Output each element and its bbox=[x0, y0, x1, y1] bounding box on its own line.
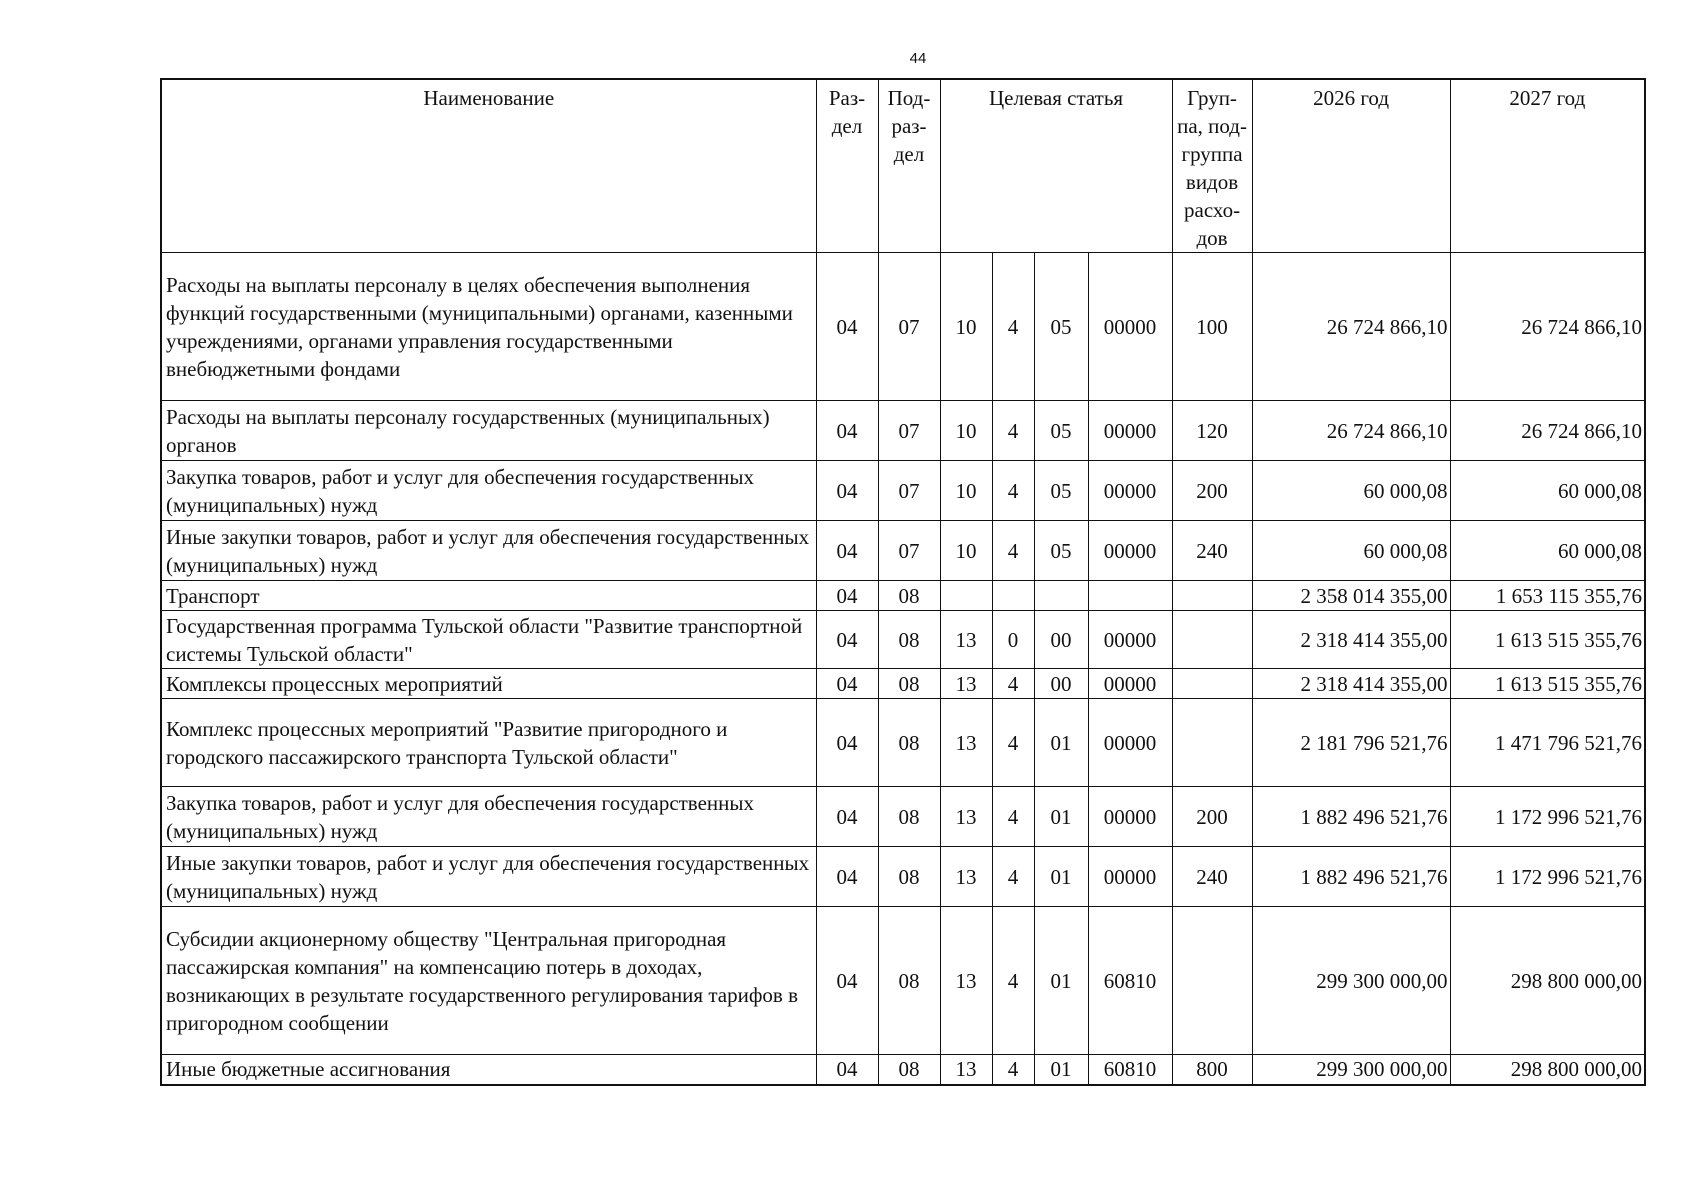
row-target-direction: 00000 bbox=[1088, 847, 1172, 907]
row-section: 04 bbox=[816, 253, 878, 401]
row-target-subprogram: 05 bbox=[1034, 521, 1088, 581]
row-target-type: 4 bbox=[992, 521, 1034, 581]
row-expense-group bbox=[1172, 907, 1252, 1055]
row-target-type: 4 bbox=[992, 669, 1034, 699]
row-subsection: 08 bbox=[878, 907, 940, 1055]
row-expense-group: 200 bbox=[1172, 787, 1252, 847]
header-target-article: Целевая статья bbox=[940, 79, 1172, 253]
row-amount-2026: 26 724 866,10 bbox=[1252, 401, 1450, 461]
header-expense-group: Груп- па, под- группа видов расхо- дов bbox=[1172, 79, 1252, 253]
row-target-program: 13 bbox=[940, 907, 992, 1055]
row-amount-2026: 2 358 014 355,00 bbox=[1252, 581, 1450, 611]
row-target-program: 10 bbox=[940, 461, 992, 521]
table-row bbox=[161, 581, 1645, 611]
row-amount-2027: 298 800 000,00 bbox=[1450, 907, 1645, 1055]
row-amount-2027: 1 172 996 521,76 bbox=[1450, 847, 1645, 907]
row-expense-group bbox=[1172, 669, 1252, 699]
row-subsection: 08 bbox=[878, 699, 940, 787]
row-target-type bbox=[992, 581, 1034, 611]
row-name: Закупка товаров, работ и услуг для обеспечения государственных (муниципальных) нужд bbox=[161, 787, 816, 847]
header-subsection: Под- раз- дел bbox=[878, 79, 940, 253]
row-subsection: 07 bbox=[878, 521, 940, 581]
row-expense-group bbox=[1172, 581, 1252, 611]
row-amount-2027: 60 000,08 bbox=[1450, 461, 1645, 521]
row-subsection: 08 bbox=[878, 611, 940, 669]
page-number: 44 bbox=[909, 50, 927, 67]
row-target-direction: 60810 bbox=[1088, 907, 1172, 1055]
row-target-direction: 00000 bbox=[1088, 787, 1172, 847]
row-amount-2027: 26 724 866,10 bbox=[1450, 253, 1645, 401]
row-target-program: 10 bbox=[940, 401, 992, 461]
row-name: Иные закупки товаров, работ и услуг для обеспечения государственных (муниципальных) нужд bbox=[161, 847, 816, 907]
row-amount-2027: 26 724 866,10 bbox=[1450, 401, 1645, 461]
row-amount-2026: 299 300 000,00 bbox=[1252, 907, 1450, 1055]
row-target-direction: 00000 bbox=[1088, 521, 1172, 581]
row-amount-2027: 298 800 000,00 bbox=[1450, 1055, 1645, 1085]
table-row bbox=[161, 907, 1645, 1055]
row-section: 04 bbox=[816, 611, 878, 669]
row-amount-2026: 2 318 414 355,00 bbox=[1252, 611, 1450, 669]
row-subsection: 08 bbox=[878, 669, 940, 699]
row-target-program: 13 bbox=[940, 669, 992, 699]
row-expense-group: 240 bbox=[1172, 847, 1252, 907]
row-amount-2026: 1 882 496 521,76 bbox=[1252, 847, 1450, 907]
row-amount-2027: 1 471 796 521,76 bbox=[1450, 699, 1645, 787]
row-expense-group bbox=[1172, 611, 1252, 669]
row-target-subprogram: 01 bbox=[1034, 907, 1088, 1055]
row-target-direction: 60810 bbox=[1088, 1055, 1172, 1085]
table-row bbox=[161, 461, 1645, 521]
row-target-subprogram: 05 bbox=[1034, 401, 1088, 461]
row-section: 04 bbox=[816, 1055, 878, 1085]
row-amount-2026: 60 000,08 bbox=[1252, 461, 1450, 521]
row-target-program: 13 bbox=[940, 699, 992, 787]
row-target-subprogram: 01 bbox=[1034, 787, 1088, 847]
table-row bbox=[161, 611, 1645, 669]
header-year-2026: 2026 год bbox=[1252, 79, 1450, 253]
row-target-type: 4 bbox=[992, 1055, 1034, 1085]
row-amount-2027: 1 613 515 355,76 bbox=[1450, 669, 1645, 699]
row-target-subprogram bbox=[1034, 581, 1088, 611]
row-name: Иные закупки товаров, работ и услуг для обеспечения государственных (муниципальных) нужд bbox=[161, 521, 816, 581]
row-name: Закупка товаров, работ и услуг для обеспечения государственных (муниципальных) нужд bbox=[161, 461, 816, 521]
table-row bbox=[161, 669, 1645, 699]
row-target-subprogram: 01 bbox=[1034, 699, 1088, 787]
row-target-subprogram: 01 bbox=[1034, 1055, 1088, 1085]
row-name: Транспорт bbox=[161, 581, 816, 611]
row-section: 04 bbox=[816, 669, 878, 699]
row-name: Иные бюджетные ассигнования bbox=[161, 1055, 816, 1085]
row-expense-group: 240 bbox=[1172, 521, 1252, 581]
table-row bbox=[161, 787, 1645, 847]
row-amount-2027: 1 613 515 355,76 bbox=[1450, 611, 1645, 669]
row-name: Субсидии акционерному обществу "Центральная пригородная пассажирская компания" на компенсацию потерь в доходах, возникающих в результате государственного регулирования тарифов в пригородном сообщении bbox=[161, 907, 816, 1055]
row-target-direction: 00000 bbox=[1088, 669, 1172, 699]
row-target-type: 4 bbox=[992, 461, 1034, 521]
row-subsection: 07 bbox=[878, 401, 940, 461]
row-section: 04 bbox=[816, 401, 878, 461]
row-target-type: 4 bbox=[992, 787, 1034, 847]
table-row bbox=[161, 847, 1645, 907]
row-target-subprogram: 00 bbox=[1034, 611, 1088, 669]
row-target-program: 10 bbox=[940, 253, 992, 401]
row-subsection: 08 bbox=[878, 787, 940, 847]
row-amount-2027: 1 172 996 521,76 bbox=[1450, 787, 1645, 847]
row-target-program: 13 bbox=[940, 787, 992, 847]
row-target-type: 0 bbox=[992, 611, 1034, 669]
row-target-subprogram: 00 bbox=[1034, 669, 1088, 699]
row-target-direction: 00000 bbox=[1088, 401, 1172, 461]
table-row bbox=[161, 521, 1645, 581]
row-target-type: 4 bbox=[992, 847, 1034, 907]
row-subsection: 07 bbox=[878, 461, 940, 521]
row-subsection: 07 bbox=[878, 253, 940, 401]
row-amount-2026: 26 724 866,10 bbox=[1252, 253, 1450, 401]
row-amount-2026: 2 318 414 355,00 bbox=[1252, 669, 1450, 699]
row-name: Комплекс процессных мероприятий "Развитие пригородного и городского пассажирского транспорта Тульской области" bbox=[161, 699, 816, 787]
row-target-subprogram: 05 bbox=[1034, 253, 1088, 401]
row-section: 04 bbox=[816, 581, 878, 611]
row-target-subprogram: 05 bbox=[1034, 461, 1088, 521]
row-expense-group: 800 bbox=[1172, 1055, 1252, 1085]
row-target-direction bbox=[1088, 581, 1172, 611]
row-target-type: 4 bbox=[992, 699, 1034, 787]
row-target-direction: 00000 bbox=[1088, 699, 1172, 787]
row-target-program: 13 bbox=[940, 611, 992, 669]
table-row bbox=[161, 401, 1645, 461]
row-section: 04 bbox=[816, 907, 878, 1055]
row-amount-2026: 299 300 000,00 bbox=[1252, 1055, 1450, 1085]
row-amount-2027: 60 000,08 bbox=[1450, 521, 1645, 581]
row-target-subprogram: 01 bbox=[1034, 847, 1088, 907]
row-expense-group: 100 bbox=[1172, 253, 1252, 401]
header-section: Раз- дел bbox=[816, 79, 878, 253]
budget-table bbox=[160, 78, 1646, 1086]
header-row bbox=[161, 79, 1645, 253]
row-section: 04 bbox=[816, 699, 878, 787]
row-target-program: 13 bbox=[940, 1055, 992, 1085]
row-amount-2026: 2 181 796 521,76 bbox=[1252, 699, 1450, 787]
row-name: Расходы на выплаты персоналу государственных (муниципальных) органов bbox=[161, 401, 816, 461]
header-name: Наименование bbox=[161, 79, 816, 253]
table-body bbox=[161, 253, 1645, 1085]
row-target-type: 4 bbox=[992, 907, 1034, 1055]
row-name: Расходы на выплаты персоналу в целях обеспечения выполнения функций государственными (муниципальными) органами, казенными учреждениями, органами управления государственными внебюджетными фондами bbox=[161, 253, 816, 401]
row-section: 04 bbox=[816, 521, 878, 581]
row-target-type: 4 bbox=[992, 401, 1034, 461]
header-year-2027: 2027 год bbox=[1450, 79, 1645, 253]
row-section: 04 bbox=[816, 787, 878, 847]
row-amount-2026: 60 000,08 bbox=[1252, 521, 1450, 581]
row-target-program: 10 bbox=[940, 521, 992, 581]
row-section: 04 bbox=[816, 461, 878, 521]
row-target-program: 13 bbox=[940, 847, 992, 907]
row-name: Государственная программа Тульской области "Развитие транспортной системы Тульской области" bbox=[161, 611, 816, 669]
row-expense-group: 120 bbox=[1172, 401, 1252, 461]
row-amount-2026: 1 882 496 521,76 bbox=[1252, 787, 1450, 847]
row-target-direction: 00000 bbox=[1088, 461, 1172, 521]
table-row bbox=[161, 1055, 1645, 1085]
row-amount-2027: 1 653 115 355,76 bbox=[1450, 581, 1645, 611]
row-subsection: 08 bbox=[878, 1055, 940, 1085]
row-target-program bbox=[940, 581, 992, 611]
table-row bbox=[161, 253, 1645, 401]
row-target-direction: 00000 bbox=[1088, 253, 1172, 401]
row-target-direction: 00000 bbox=[1088, 611, 1172, 669]
table-row bbox=[161, 699, 1645, 787]
row-section: 04 bbox=[816, 847, 878, 907]
row-target-type: 4 bbox=[992, 253, 1034, 401]
row-expense-group: 200 bbox=[1172, 461, 1252, 521]
row-name: Комплексы процессных мероприятий bbox=[161, 669, 816, 699]
row-subsection: 08 bbox=[878, 581, 940, 611]
row-expense-group bbox=[1172, 699, 1252, 787]
row-subsection: 08 bbox=[878, 847, 940, 907]
